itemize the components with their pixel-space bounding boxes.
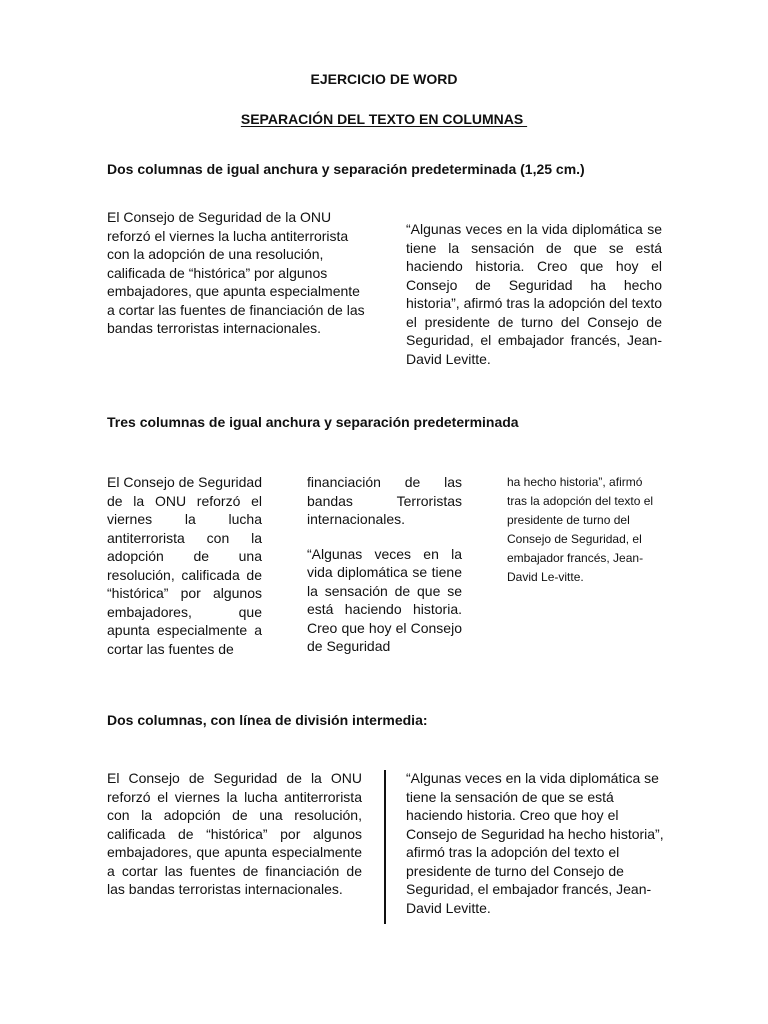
section3-column-2-text: “Algunas veces en la vida diplomática se tiene la sensación de que se está haciendo historia. Creo que hoy el Consejo de Seguridad ha hecho historia”, afirmó tras la adopción del texto el presidente de turno del Consejo de Seguridad, el embajador francés, Jean-David Levitte.	[406, 770, 664, 916]
section2-column-1	[107, 473, 262, 658]
section3-column-2	[406, 769, 664, 917]
section2-column-2-paragraph-2: “Algunas veces en la vida diplomática se tiene la sensación de que se está haciendo historia. Creo que hoy el Consejo de Seguridad	[307, 545, 462, 654]
section2-column-2	[307, 473, 462, 656]
section2-column-3-text: ha hecho historia”, afirmó tras la adopción del texto el presidente de turno del Consejo de Seguridad, el embajador francés, Jean-David Le-vitte.	[507, 475, 654, 584]
section-heading-three-columns: Tres columnas de igual anchura y separación predeterminada	[107, 414, 519, 430]
document-title: EJERCICIO DE WORD	[310, 71, 458, 87]
section1-column-2-text: “Algunas veces en la vida diplomática se tiene la sensación de que se está haciendo historia. Creo que hoy el Consejo de Seguridad ha hecho historia”, afirmó tras la adopción del texto el presidente de turno del Consejo de Seguridad, el embajador francés, Jean-David Levitte.	[406, 221, 663, 367]
section3-column-1	[107, 769, 362, 899]
section2-column-2-paragraph-1: financiación de las bandas Terroristas internacionales.	[307, 474, 462, 527]
section2-column-3	[507, 473, 663, 587]
section-heading-two-columns: Dos columnas de igual anchura y separación predeterminada (1,25 cm.)	[107, 161, 585, 177]
column-divider-line	[384, 770, 386, 924]
section1-column-1	[107, 208, 365, 338]
section3-column-1-text: El Consejo de Seguridad de la ONU reforzó el viernes la lucha antiterrorista con la adopción de una resolución, calificada de “histórica” por algunos embajadores, que apunta especialmente a cortar las fuentes de financiación de las bandas terroristas internacionales.	[107, 770, 362, 897]
section-heading-columns-with-divider: Dos columnas, con línea de división intermedia:	[107, 712, 428, 728]
document-subtitle-text: SEPARACIÓN DEL TEXTO EN COLUMNAS	[240, 111, 528, 127]
section2-column-1-text: El Consejo de Seguridad de la ONU reforzó el viernes la lucha antiterrorista con la adopción de una resolución, calificada de “histórica” por algunos embajadores, que apunta especialmente a cortar las fuentes de	[107, 474, 262, 657]
document-subtitle	[0, 111, 768, 127]
section1-column-1-text: El Consejo de Seguridad de la ONU reforzó el viernes la lucha antiterrorista con la adopción de una resolución, calificada de “histórica” por algunos embajadores, que apunta especialmente a cortar las fuentes de financiación de las bandas terroristas internacionales.	[107, 209, 365, 336]
section1-column-2	[406, 220, 662, 368]
